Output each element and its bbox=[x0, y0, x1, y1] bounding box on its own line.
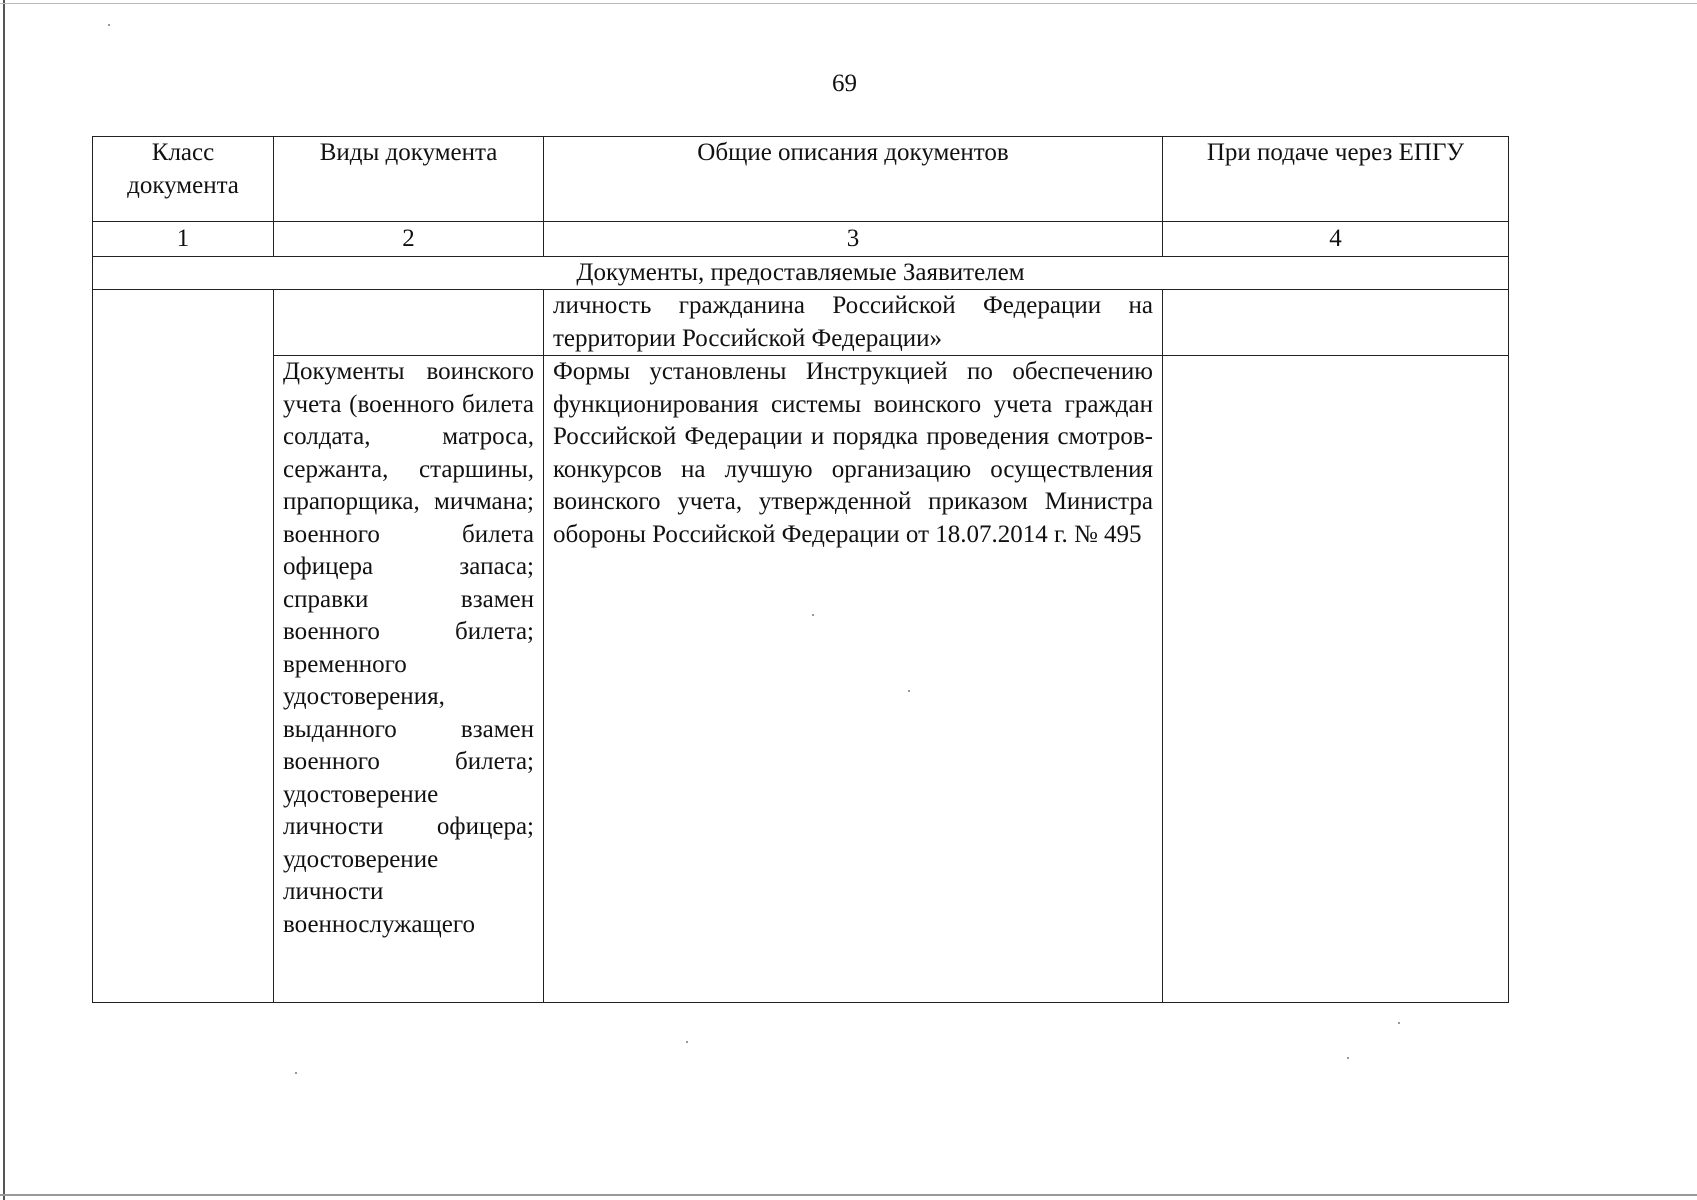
cell-epgu bbox=[1163, 290, 1509, 356]
cell-document-type bbox=[274, 290, 544, 356]
scan-edge-bottom bbox=[0, 1194, 1697, 1196]
scan-speck bbox=[1347, 1057, 1349, 1059]
scan-edge-left bbox=[3, 0, 5, 1200]
scan-speck bbox=[108, 24, 110, 26]
page-number: 69 bbox=[832, 70, 857, 97]
scan-speck bbox=[812, 614, 814, 616]
header-epgu-submission: При подаче через ЕПГУ bbox=[1163, 137, 1509, 222]
section-title: Документы, предоставляемые Заявителем bbox=[93, 257, 1509, 290]
section-row bbox=[93, 257, 1509, 290]
cell-document-type: Документы воинского учета (военного билета солдата, матроса, сержанта, старшины, прапорщика, мичмана; военного билета офицера запаса; справки взамен военного билета; временного удостоверения, выданного взамен военного билета; удостоверение личности офицера; удостоверение личности военнослужащего bbox=[274, 356, 544, 1003]
cell-document-description: Формы установлены Инструкцией по обеспечению функционирования системы воинского учета граждан Российской Федерации и порядка проведения смотров-конкурсов на лучшую организацию осуществления воинского учета, утвержденной приказом Министра обороны Российской Федерации от 18.07.2014 г. № 495 bbox=[544, 356, 1163, 1003]
column-number: 3 bbox=[544, 222, 1163, 257]
header-document-descriptions: Общие описания документов bbox=[544, 137, 1163, 222]
column-number: 1 bbox=[93, 222, 274, 257]
column-numbers-row bbox=[93, 222, 1509, 257]
cell-document-class bbox=[93, 290, 274, 1003]
column-number: 2 bbox=[274, 222, 544, 257]
documents-table bbox=[92, 136, 1509, 1003]
table-row bbox=[93, 290, 1509, 356]
scan-edge-top bbox=[0, 3, 1697, 4]
scan-speck bbox=[295, 1072, 297, 1074]
table-row bbox=[93, 356, 1509, 1003]
table-header-row bbox=[93, 137, 1509, 222]
header-document-class: Класс документа bbox=[93, 137, 274, 222]
scan-speck bbox=[1398, 1022, 1400, 1024]
header-document-types: Виды документа bbox=[274, 137, 544, 222]
scan-speck bbox=[908, 690, 910, 692]
scan-speck bbox=[686, 1041, 688, 1043]
cell-document-description: личность гражданина Российской Федерации на территории Российской Федерации» bbox=[544, 290, 1163, 356]
cell-epgu bbox=[1163, 356, 1509, 1003]
column-number: 4 bbox=[1163, 222, 1509, 257]
